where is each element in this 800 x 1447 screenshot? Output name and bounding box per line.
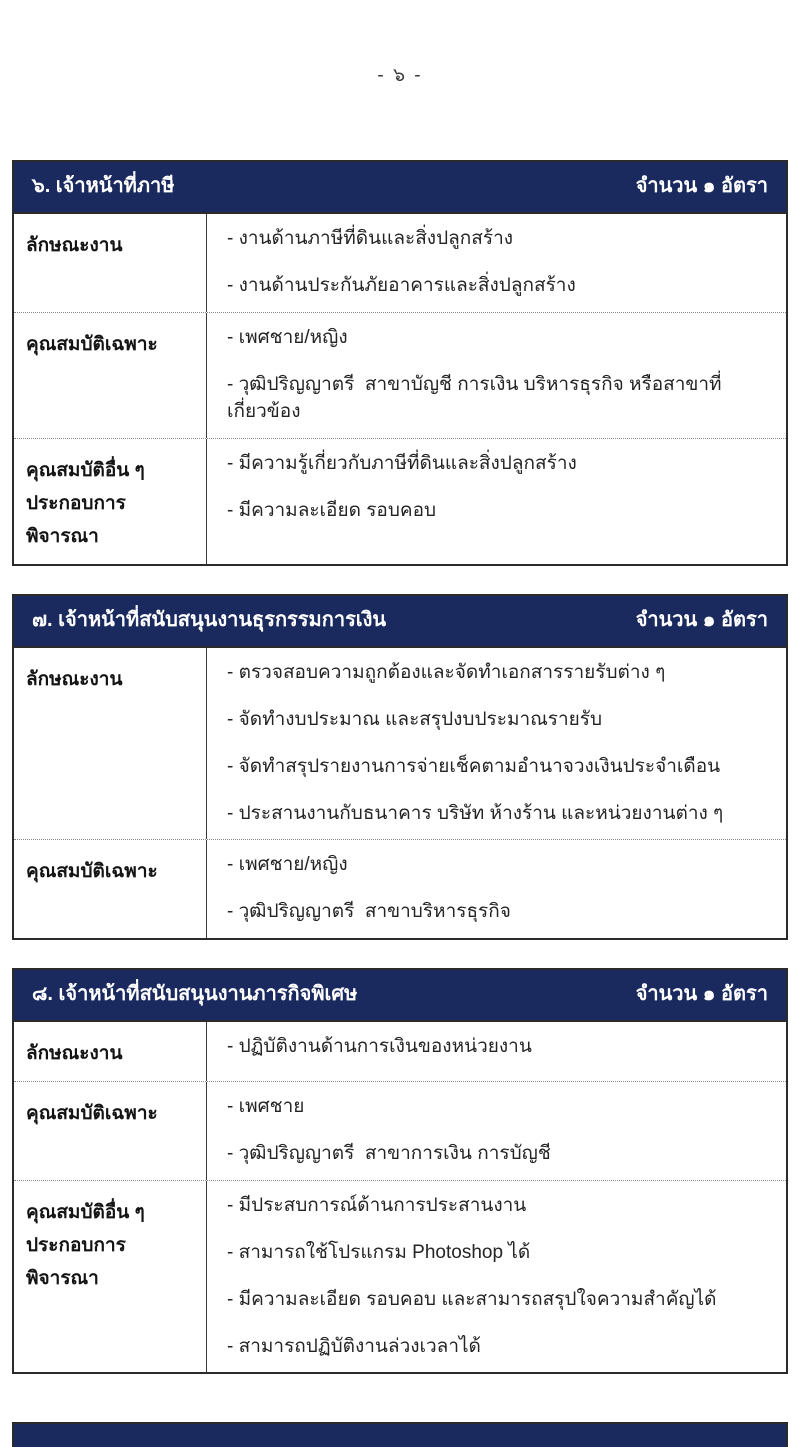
next-table-header-partial bbox=[12, 1422, 788, 1447]
bullet-item: - งานด้านภาษีที่ดินและสิ่งปลูกสร้าง bbox=[227, 228, 514, 249]
bullet-item: - เพศชาย bbox=[227, 1095, 305, 1117]
job-table bbox=[12, 160, 788, 566]
table-row bbox=[14, 214, 786, 313]
bullet-item: - วุฒิปริญญาตรี สาขาการเงิน การบัญชี bbox=[227, 1142, 551, 1164]
row-label-cell bbox=[14, 1181, 207, 1373]
bullet-item: - วุฒิปริญญาตรี สาขาบริหารธุรกิจ bbox=[227, 901, 511, 923]
table-count-label: จำนวน ๑ อัตรา bbox=[635, 608, 768, 631]
row-label-cell bbox=[14, 648, 207, 840]
bullet-item: - จัดทำสรุปรายงานการจ่ายเช็คตามอำนาจวงเงินประจำเดือน bbox=[227, 755, 721, 777]
bullet-item: - เพศชาย/หญิง bbox=[227, 326, 348, 348]
bullet-item: - ประสานงานกับธนาคาร บริษัท ห้างร้าน และหน่วยงานต่าง ๆ bbox=[227, 802, 724, 824]
job-table bbox=[12, 968, 788, 1374]
row-content-cell bbox=[207, 1082, 786, 1180]
row-label: ลักษณะงาน bbox=[26, 1043, 123, 1065]
table-header bbox=[14, 970, 786, 1022]
row-label-cell bbox=[14, 214, 207, 312]
job-table bbox=[12, 594, 788, 941]
row-label: คุณสมบัติอื่น ๆ ประกอบการพิจารณา bbox=[26, 459, 145, 548]
bullet-item: - มีความละเอียด รอบคอบ bbox=[227, 499, 437, 521]
row-content-cell bbox=[207, 648, 786, 840]
row-label-cell bbox=[14, 1082, 207, 1180]
row-label: ลักษณะงาน bbox=[26, 668, 123, 690]
table-title: ๗. เจ้าหน้าที่สนับสนุนงานธุรกรรมการเงิน bbox=[32, 608, 387, 631]
table-title: ๘. เจ้าหน้าที่สนับสนุนงานภารกิจพิเศษ bbox=[32, 983, 358, 1006]
row-label: คุณสมบัติเฉพาะ bbox=[26, 861, 158, 883]
table-row bbox=[14, 439, 786, 564]
row-label-cell bbox=[14, 1022, 207, 1080]
bullet-item: - จัดทำงบประมาณ และสรุปงบประมาณรายรับ bbox=[227, 708, 603, 730]
table-header bbox=[14, 162, 786, 214]
row-content-cell bbox=[207, 439, 786, 564]
table-title: ๖. เจ้าหน้าที่ภาษี bbox=[32, 175, 175, 197]
table-header bbox=[14, 596, 786, 648]
table-row bbox=[14, 1022, 786, 1081]
bullet-item: - สามารถปฏิบัติงานล่วงเวลาได้ bbox=[227, 1335, 481, 1357]
bullet-item: - งานด้านประกันภัยอาคารและสิ่งปลูกสร้าง bbox=[227, 274, 576, 296]
row-label: ลักษณะงาน bbox=[26, 235, 123, 256]
row-label-cell bbox=[14, 313, 207, 438]
row-content-cell bbox=[207, 214, 786, 312]
bullet-item: - มีความรู้เกี่ยวกับภาษีที่ดินและสิ่งปลูกสร้าง bbox=[227, 452, 577, 474]
row-content-cell bbox=[207, 840, 786, 938]
table-row bbox=[14, 840, 786, 938]
table-row bbox=[14, 313, 786, 439]
row-label-cell bbox=[14, 439, 207, 564]
row-label-cell bbox=[14, 840, 207, 938]
table-count-label: จำนวน ๑ อัตรา bbox=[635, 983, 768, 1006]
row-label: คุณสมบัติเฉพาะ bbox=[26, 1102, 158, 1124]
bullet-item: - มีความละเอียด รอบคอบ และสามารถสรุปใจความสำคัญได้ bbox=[227, 1288, 717, 1310]
row-content-cell bbox=[207, 1181, 786, 1373]
bullet-item: - ตรวจสอบความถูกต้องและจัดทำเอกสารรายรับต่าง ๆ bbox=[227, 661, 666, 683]
table-count-label: จำนวน ๑ อัตรา bbox=[635, 175, 768, 197]
bullet-item: - มีประสบการณ์ด้านการประสานงาน bbox=[227, 1194, 527, 1216]
table-row bbox=[14, 1082, 786, 1181]
bullet-item: - ปฏิบัติงานด้านการเงินของหน่วยงาน bbox=[227, 1036, 532, 1058]
page-number: - ๖ - bbox=[377, 65, 423, 86]
row-content-cell bbox=[207, 1022, 786, 1080]
row-label: คุณสมบัติเฉพาะ bbox=[26, 333, 158, 355]
bullet-item: - สามารถใช้โปรแกรม Photoshop ได้ bbox=[227, 1241, 531, 1263]
table-row bbox=[14, 648, 786, 841]
bullet-item: - วุฒิปริญญาตรี สาขาบัญชี การเงิน บริหารธุรกิจ หรือสาขาที่เกี่ยวข้อง bbox=[227, 373, 722, 422]
table-row bbox=[14, 1181, 786, 1373]
bullet-item: - เพศชาย/หญิง bbox=[227, 854, 348, 876]
row-content-cell bbox=[207, 313, 786, 438]
row-label: คุณสมบัติอื่น ๆ ประกอบการพิจารณา bbox=[26, 1201, 145, 1290]
